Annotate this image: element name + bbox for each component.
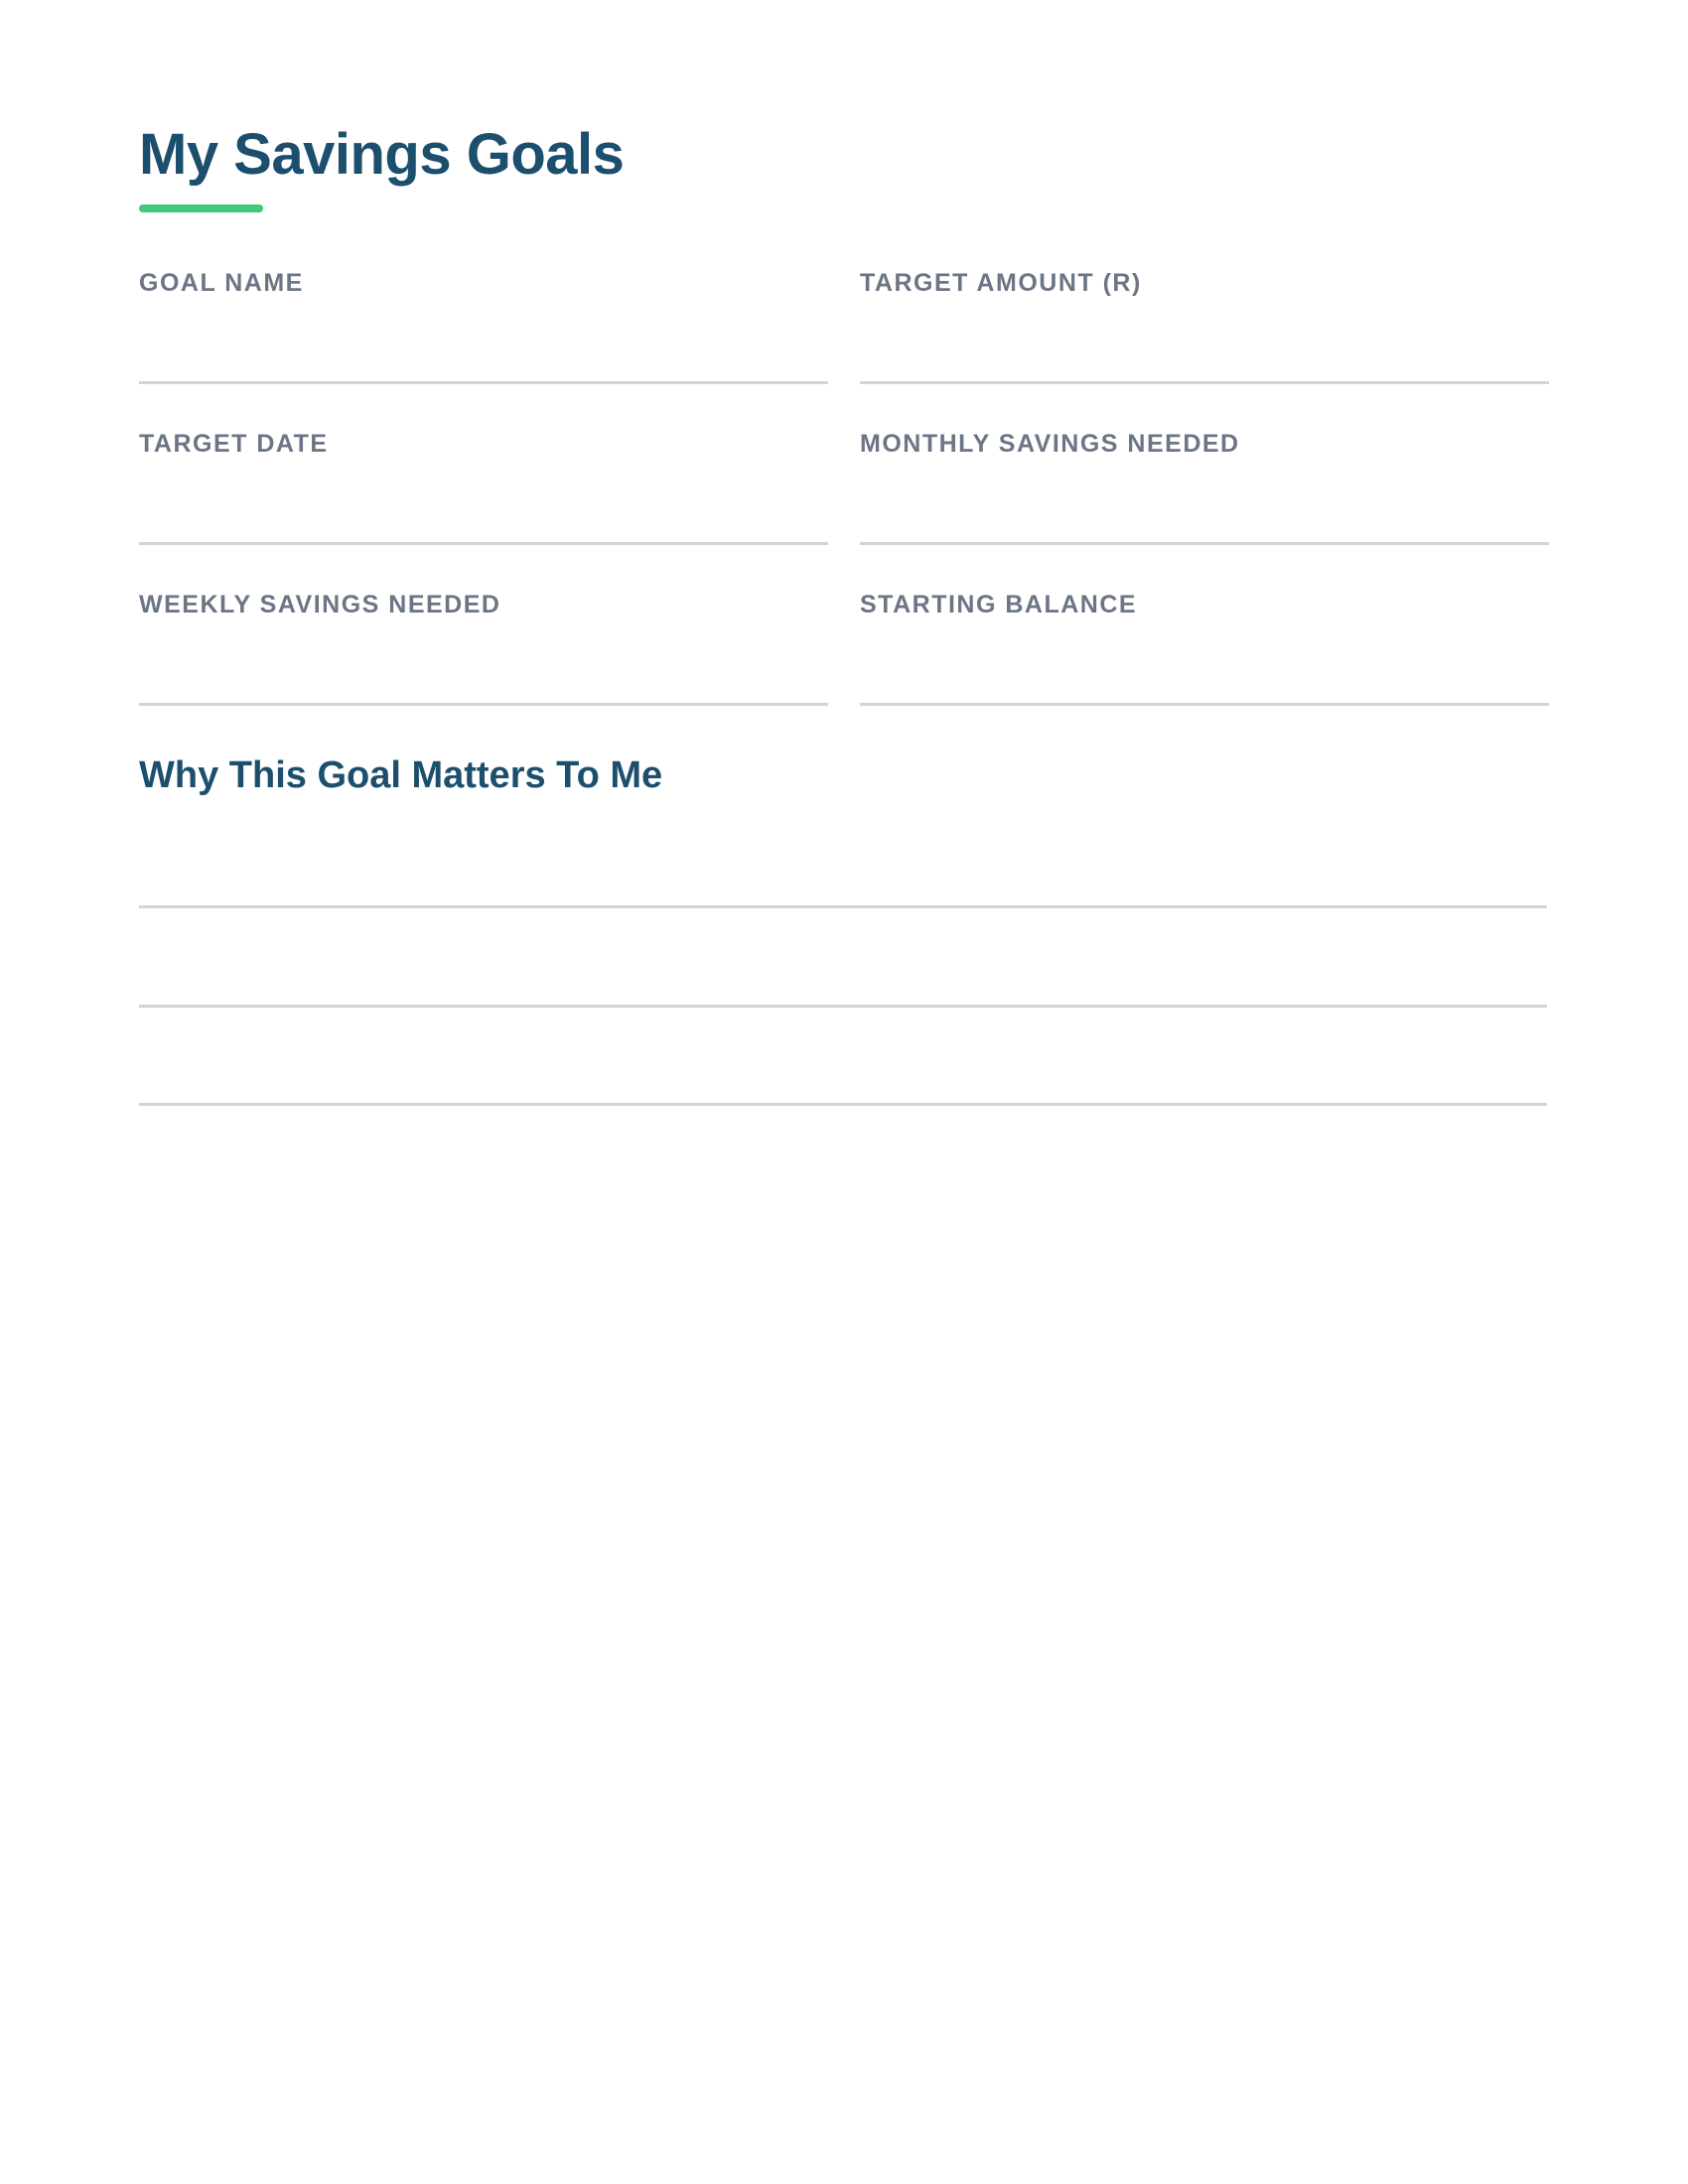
monthly-savings-field[interactable]	[860, 427, 1549, 545]
target-amount-field[interactable]	[860, 266, 1549, 384]
target-amount-label: TARGET AMOUNT (R)	[860, 269, 1142, 297]
weekly-savings-label: WEEKLY SAVINGS NEEDED	[139, 591, 501, 618]
target-amount-input-line[interactable]	[860, 381, 1549, 384]
why-writing-line-2[interactable]	[139, 1005, 1547, 1008]
starting-balance-field[interactable]	[860, 588, 1549, 706]
page-title: My Savings Goals	[139, 122, 625, 187]
monthly-savings-input-line[interactable]	[860, 542, 1549, 545]
monthly-savings-label: MONTHLY SAVINGS NEEDED	[860, 430, 1240, 458]
goal-name-label: GOAL NAME	[139, 269, 304, 297]
weekly-savings-input-line[interactable]	[139, 703, 828, 706]
why-writing-line-1[interactable]	[139, 905, 1547, 908]
weekly-savings-field[interactable]	[139, 588, 828, 706]
title-accent-bar	[139, 205, 263, 212]
goal-name-input-line[interactable]	[139, 381, 828, 384]
why-section-title: Why This Goal Matters To Me	[139, 754, 663, 796]
why-writing-line-3[interactable]	[139, 1103, 1547, 1106]
target-date-input-line[interactable]	[139, 542, 828, 545]
target-date-label: TARGET DATE	[139, 430, 329, 458]
starting-balance-label: STARTING BALANCE	[860, 591, 1138, 618]
goal-name-field[interactable]	[139, 266, 828, 384]
starting-balance-input-line[interactable]	[860, 703, 1549, 706]
target-date-field[interactable]	[139, 427, 828, 545]
